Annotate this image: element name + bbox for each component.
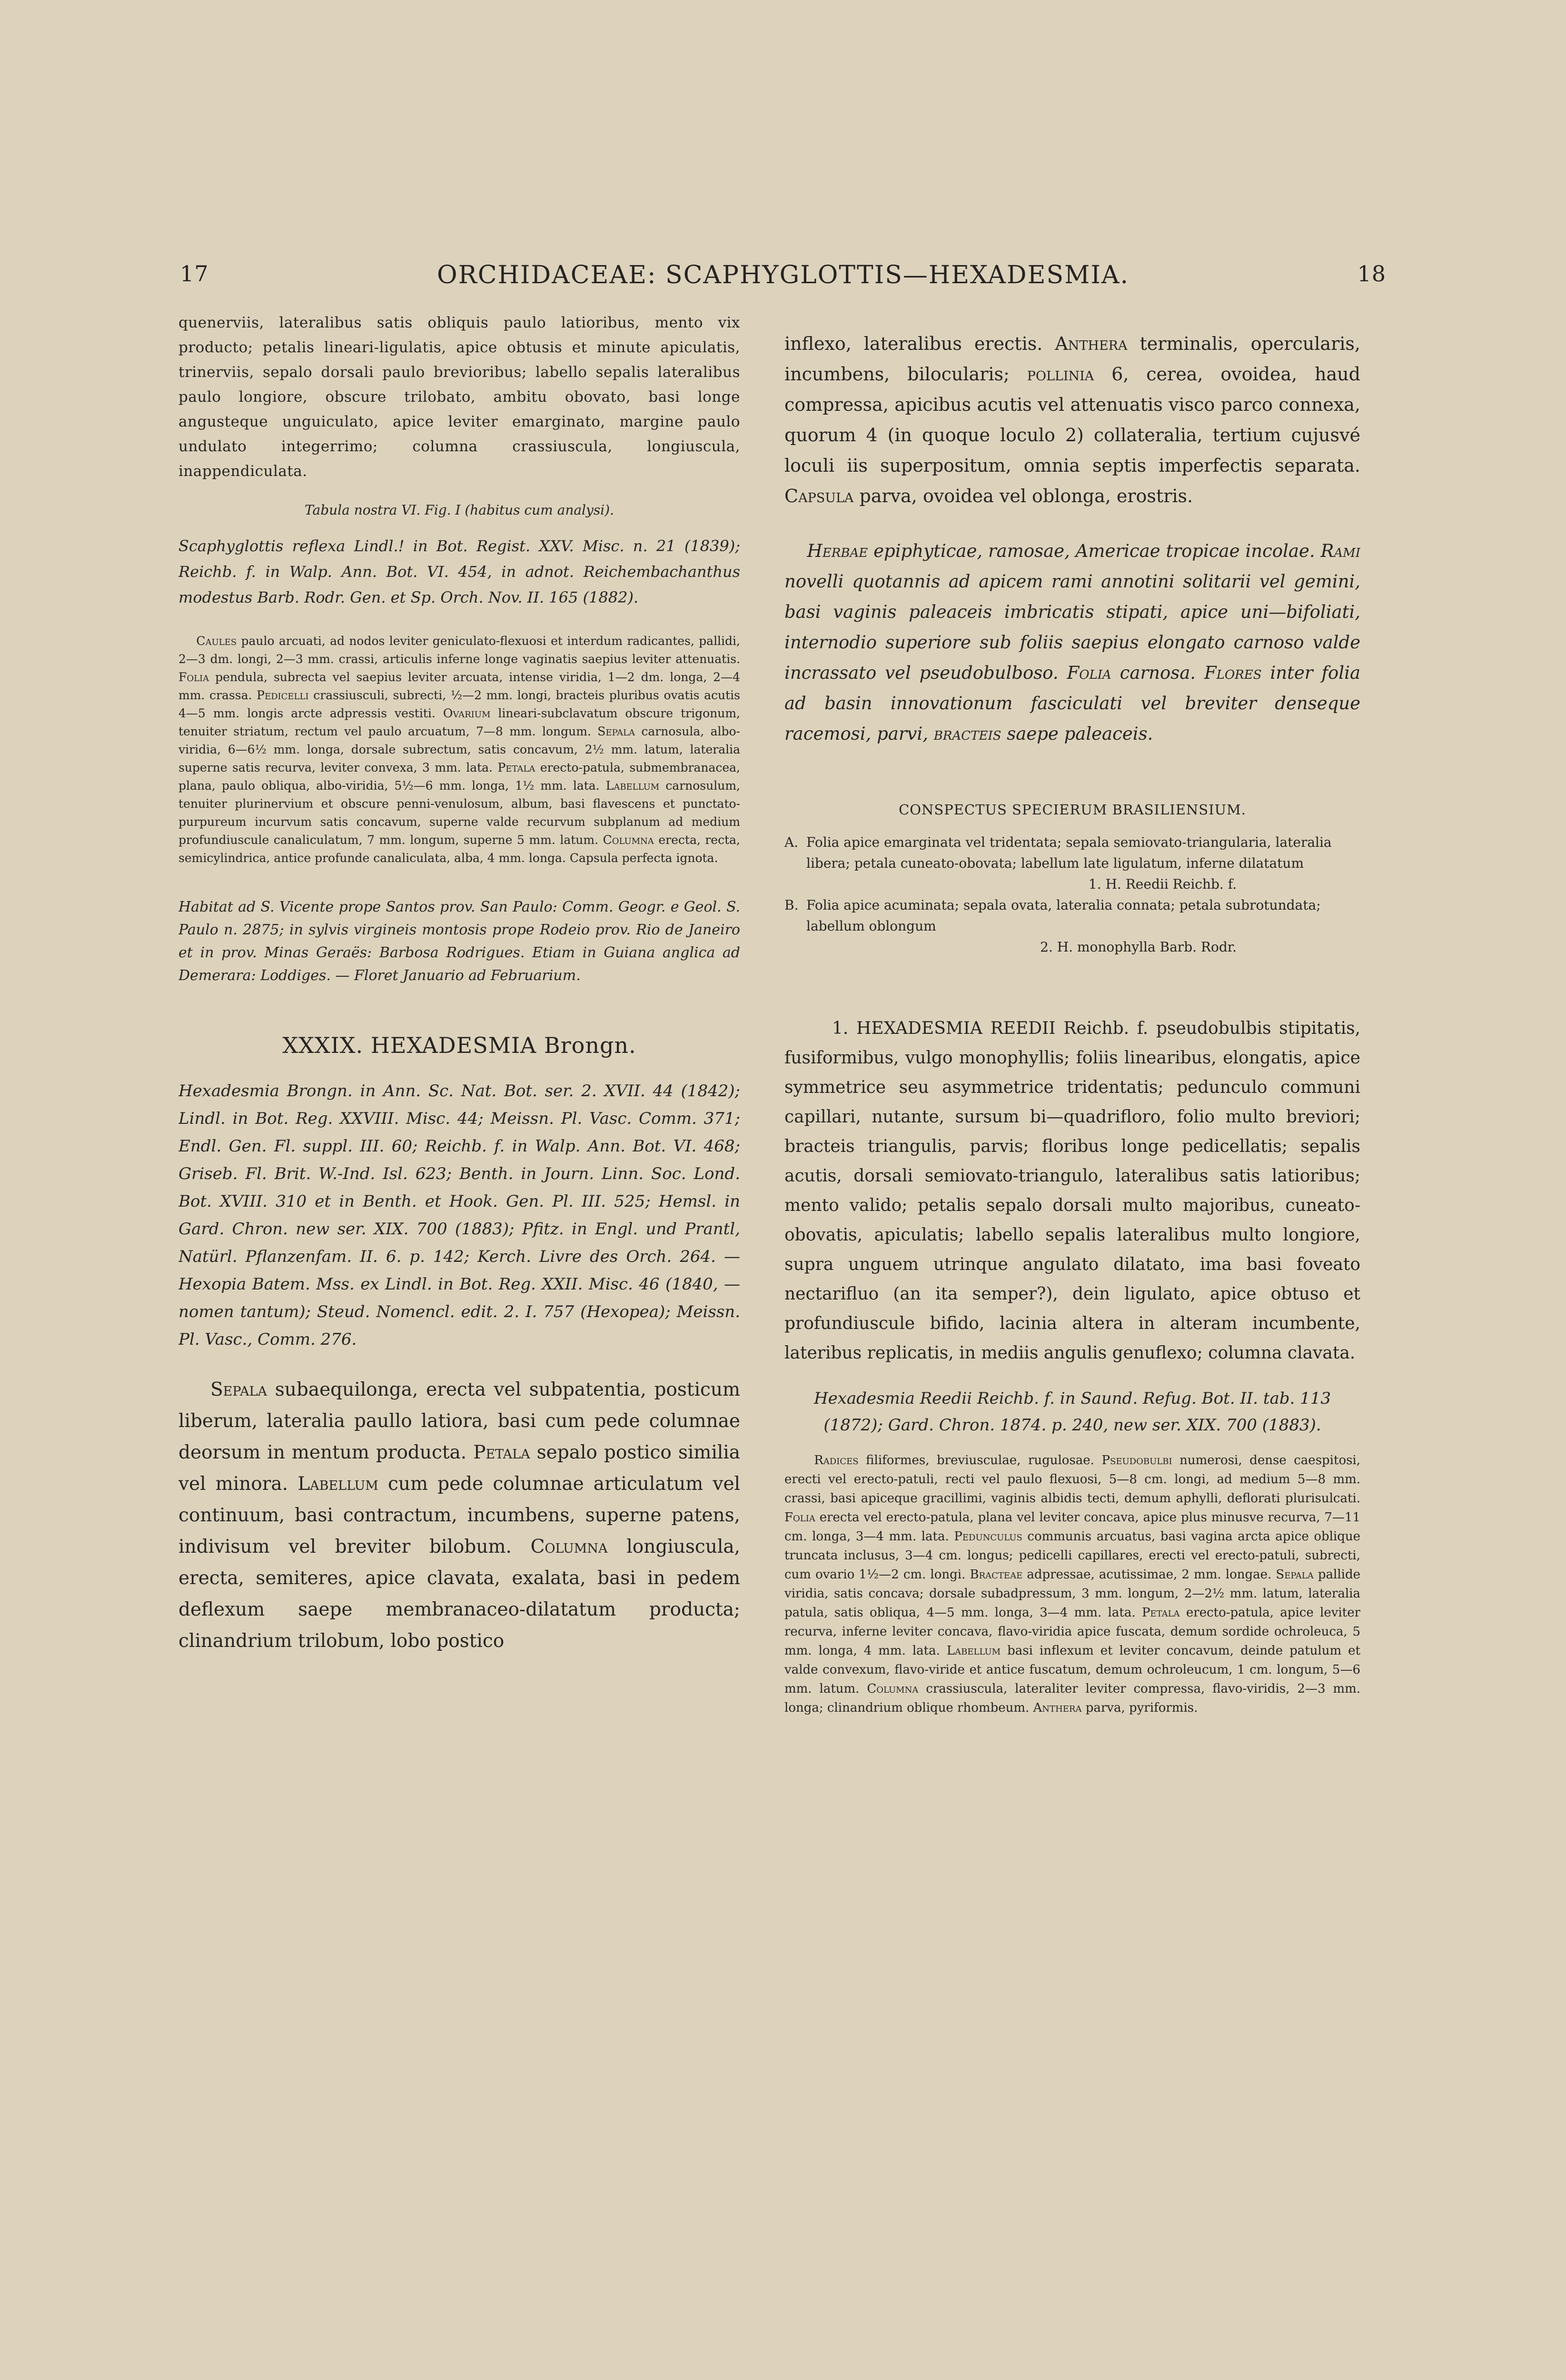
capsula-head: Capsula <box>784 486 854 506</box>
bracteae-text: adpressae, acutissimae, 2 mm. longae. <box>1027 1567 1272 1582</box>
species-diagnosis: pseudobulbis stipitatis, fusiformibus, vulgo monophyllis; foliis linearibus, elongatis, apice symmetrice seu asymmetrice tridentatis; pedunculo communi capillari, nutante, sursum bi—quadrifloro, folio multo breviori; bracteis triangulis, parvis; floribus longe pedicellatis; sepalis acutis, dorsali semiovato-triangulo, lateralibus satis latioribus; mento valido; petalis sepalo dorsali multo majoribus, cuneato-obovatis, apiculatis; labello sepalis lateralibus multo longiore, supra unguem utrinque angulato dilatato, ima basi foveato nectarifluo (an ita semper?), dein ligulato, apice obtuso et profundiuscule bifido, lacinia altera in alteram incumbente, lateribus replicatis, in mediis angulis genuflexo; columna clavata. <box>784 1019 1360 1363</box>
conspectus-key <box>784 832 1360 958</box>
key-text-b: Folia apice acuminata; sepala ovata, lateralia connata; petala subrotundata; labellum oblongum <box>806 897 1321 934</box>
folia-text: pendula, subrecta vel saepius leviter arcuata, intense viridia, 1—2 dm. longa, 2—4 mm. crassa. <box>178 670 740 702</box>
pedicelli-text: crassiusculi, subrecti, ½—2 mm. longi, bracteis pluribus ovatis acutis 4—5 mm. longis arcte adpressis vestiti. <box>178 688 740 720</box>
genus-heading: XXXIX. HEXADESMIA Brongn. <box>282 1032 636 1058</box>
genus-petala-text: sepalo postico similia vel minora. <box>178 1442 740 1495</box>
folia-head: Folia <box>178 670 209 684</box>
sepala-text: carnosula, albo-viridia, 6—6½ mm. longa, dorsale subrectum, satis concavum, 2½ mm. latum, lateralia superne satis recurva, leviter convexa, 3 mm. lata. <box>178 724 740 774</box>
genus-labellum-text: cum pede columnae articulatum vel continuum, basi contractum, incumbens, superne patens, indivisum vel breviter bilobum. <box>178 1473 740 1557</box>
bracteae-head: Bracteae <box>970 1567 1023 1582</box>
sepala2-text: pallide viridia, satis concava; dorsale subadpressum, 3 mm. longum, 2—2½ mm. latum, lateralia patula, satis obliqua, 4—5 mm. longa, 3—4 mm. lata. <box>784 1567 1360 1620</box>
folia2-text: erecta vel erecto-patula, plana vel leviter concava, apice plus minusve recurva, 7—11 cm. longa, 3—4 mm. lata. <box>784 1510 1360 1544</box>
running-header-title: ORCHIDACEAE: SCAPHYGLOTTIS—HEXADESMIA. <box>437 261 1129 289</box>
flores-head: Flores <box>1204 663 1262 683</box>
hexadesmia-citation: Hexadesmia Reedii Reichb. f. in Saund. Refug. Bot. II. tab. 113 (1872); Gard. Chron. 1874. p. 240, new ser. XIX. 700 (1883). <box>813 1389 1331 1435</box>
columna2-text: crassiuscula, lateraliter leviter compressa, flavo-viridis, 2—3 mm. longa; clinandrium oblique rhombeum. <box>784 1682 1360 1715</box>
genus-habit <box>784 536 1360 749</box>
pedunculus-head: Pedunculus <box>954 1529 1022 1544</box>
left-column <box>178 310 740 1948</box>
genus-petala-head: Petala <box>473 1442 530 1463</box>
bracteis-head: bracteis <box>933 724 1001 744</box>
columna-text: erecta, recta, semicylindrica, antice profunde canaliculata, alba, 4 mm. longa. Capsula perfecta ignota. <box>178 833 740 865</box>
herbae-head: Herbae <box>807 541 868 561</box>
genus-labellum-head: Labellum <box>297 1473 378 1495</box>
sepala2-head: Sepala <box>1276 1567 1314 1582</box>
folia2-head: Folia <box>784 1510 815 1525</box>
conspectus-title: CONSPECTUS SPECIERUM BRASILIENSIUM. <box>899 802 1246 818</box>
petala2-text: erecto-patula, apice leviter recurva, inferne leviter concava, flavo-viridia apice fuscata, demum sordide ochroleuca, 5 mm. longa, 4 mm. lata. <box>784 1606 1360 1658</box>
continuation-text: inflexo, lateralibus erectis. <box>784 333 1043 354</box>
key-ref-a: 1. H. Reedii Reichb. f. <box>1088 876 1237 892</box>
labellum-text: carnosulum, tenuiter plurinervium et obscure penni-venulosum, album, basi flavescens et punctato-purpureum incurvum satis concavum, superne valde recurvum subplanum ad medium profundiuscule canaliculatum, 7 mm. longum, superne 5 mm. latum. <box>178 779 740 847</box>
hexadesmia-detailed-description <box>784 1451 1360 1717</box>
genus-sepala-head: Sepala <box>210 1379 267 1400</box>
left-page-number: 17 <box>180 261 209 287</box>
habitat-paragraph: Habitat ad S. Vicente prope Santos prov. San Paulo: Comm. Geogr. e Geol. S. Paulo n. 2875; in sylvis virgineis montosis prope Rodeio prov. Rio de Janeiro et in prov. Minas Geraës: Barbosa Rodrigues. Etiam in Guiana anglica ad Demerara: Loddiges. — Floret Januario ad Februarium. <box>178 899 740 984</box>
caules-text: paulo arcuati, ad nodos leviter geniculato-flexuosi et interdum radicantes, pallidi, 2—3 dm. longi, 2—3 mm. crassi, articulis inferne longe vaginatis saepius leviter attenuatis. <box>178 634 740 666</box>
genus-description-continued <box>784 328 1360 511</box>
key-label-a: A. <box>784 834 799 850</box>
flores-text: inter folia ad basin innovationum fasciculati vel breviter denseque racemosi, parvi, <box>784 663 1360 744</box>
genus-columna-head: Columna <box>530 1536 608 1557</box>
key-label-b: B. <box>784 897 799 913</box>
species-citation: Scaphyglottis reflexa Lindl.! in Bot. Regist. XXV. Misc. n. 21 (1839); Reichb. f. in Walp. Ann. Bot. VI. 454, in adnot. Reichembachanthus modestus Barb. Rodr. Gen. et Sp. Orch. Nov. II. 165 (1882). <box>178 537 740 606</box>
folia-genus-head: Folia <box>1067 663 1111 683</box>
species-entry <box>784 1014 1360 1368</box>
right-column <box>784 310 1360 1948</box>
labellum-head: Labellum <box>605 779 660 793</box>
anthera-head: Anthera <box>1055 333 1128 354</box>
right-page-number: 18 <box>1357 261 1386 287</box>
species-detailed-description <box>178 632 740 867</box>
species-description: quenerviis, lateralibus satis obliquis paulo latioribus, mento vix producto; petalis lineari-ligulatis, apice obtusis et minute apiculatis, trinerviis, sepalo dorsali paulo brevioribus; labello sepalis lateralibus paulo longiore, obscure trilobato, ambitu obovato, basi longe angusteque unguiculato, apice leviter emarginato, margine paulo undulato integerrimo; columna crassiuscula, longiuscula, inappendiculata. <box>178 314 740 480</box>
plate-reference: Tabula nostra VI. Fig. I (habitus cum analysi). <box>305 502 614 518</box>
columna2-head: Columna <box>867 1682 919 1696</box>
pollinia-head: pollinia <box>1027 364 1094 385</box>
bracteis-text: saepe paleaceis. <box>1007 724 1153 744</box>
radices-head: Radices <box>814 1453 859 1468</box>
ovarium-head: Ovarium <box>443 706 491 720</box>
rami-head: Rami <box>1320 541 1360 561</box>
pseudobulbi-head: Pseudobulbi <box>1101 1453 1172 1468</box>
radices-text: filiformes, breviusculae, rugulosae. <box>866 1453 1094 1468</box>
capsula-text: parva, ovoidea vel oblonga, erostris. <box>859 486 1193 506</box>
species-name: 1. HEXADESMIA REEDII Reichb. f. <box>832 1019 1149 1038</box>
key-entry-a <box>784 832 1360 874</box>
ovarium-text: lineari-subclavatum obscure trigonum, tenuiter striatum, rectum vel paulo arcuatum, 7—8 mm. longum. <box>178 706 740 738</box>
anthera2-text: parva, pyriformis. <box>1085 1701 1198 1715</box>
key-entry-b <box>784 895 1360 937</box>
sepala-head: Sepala <box>597 724 635 738</box>
labellum2-text: basi inflexum et leviter concavum, deinde patulum et valde convexum, flavo-viride et antice fuscatum, demum ochroleucum, 1 cm. longum, 5—6 mm. latum. <box>784 1644 1360 1696</box>
pedicelli-head: Pedicelli <box>257 688 309 702</box>
genus-synonymy: Hexadesmia Brongn. in Ann. Sc. Nat. Bot. ser. 2. XVII. 44 (1842); Lindl. in Bot. Reg. XXVIII. Misc. 44; Meissn. Pl. Vasc. Comm. 371; Endl. Gen. Fl. suppl. III. 60; Reichb. f. in Walp. Ann. Bot. VI. 468; Griseb. Fl. Brit. W.-Ind. Isl. 623; Benth. in Journ. Linn. Soc. Lond. Bot. XVIII. 310 et in Benth. et Hook. Gen. Pl. III. 525; Hemsl. in Gard. Chron. new ser. XIX. 700 (1883); Pfitz. in Engl. und Prantl, Natürl. Pflanzenfam. II. 6. p. 142; Kerch. Livre des Orch. 264. — Hexopia Batem. Mss. ex Lindl. in Bot. Reg. XXII. Misc. 46 (1840, — nomen tantum); Steud. Nomencl. edit. 2. I. 757 (Hexopea); Meissn. Pl. Vasc., Comm. 276. <box>178 1081 740 1349</box>
labellum2-head: Labellum <box>946 1644 1001 1658</box>
genus-sepala-text: subaequilonga, erecta vel subpatentia, posticum liberum, lateralia paullo latiora, basi cum pede columnae deorsum in mentum producta. <box>178 1379 740 1463</box>
petala-head: Petala <box>497 761 535 774</box>
herbae-text: epiphyticae, ramosae, Americae tropicae incolae. <box>873 541 1315 561</box>
caules-head: Caules <box>196 634 237 648</box>
pseudobulbi-text: numerosi, dense caespitosi, erecti vel erecto-patuli, recti vel paulo flexuosi, 5—8 cm. longi, ad medium 5—8 mm. crassi, basi apiceque gracillimi, vaginis albidis tecti, demum aphylli, deflorati plurisulcati. <box>784 1453 1360 1506</box>
rami-text: novelli quotannis ad apicem rami annotini solitarii vel gemini, basi vaginis paleaceis imbricatis stipati, apice uni—bifoliati, internodio superiore sub foliis saepius elongato carnoso valde incrassato vel pseudobulboso. <box>784 571 1360 683</box>
key-ref-b: 2. H. monophylla Barb. Rodr. <box>1040 939 1237 955</box>
genus-description <box>178 1374 740 1657</box>
folia-genus-text: carnosa. <box>1120 663 1196 683</box>
pollinia-text: 6, cerea, ovoidea, haud compressa, apicibus acutis vel attenuatis visco parco connexa, quorum 4 (in quoque loculo 2) collateralia, tertium cujusvé loculi iis superpositum, omnia septis imperfectis separata. <box>784 364 1360 476</box>
petala2-head: Petala <box>1141 1606 1180 1620</box>
columna-head: Columna <box>603 833 654 847</box>
genus-columna-text: longiuscula, erecta, semiteres, apice clavata, exalata, basi in pedem deflexum saepe membranaceo-dilatatum producta; clinandrium trilobum, lobo postico <box>178 1536 740 1652</box>
anthera-text: terminalis, opercularis, incumbens, bilocularis; <box>784 333 1360 385</box>
key-text-a: Folia apice emarginata vel tridentata; sepala semiovato-triangularia, lateralia libera; petala cuneato-obovata; labellum late ligulatum, inferne dilatatum <box>806 834 1332 871</box>
petala-text: erecto-patula, submembranacea, plana, paulo obliqua, albo-viridia, 5½—6 mm. longa, 1½ mm. lata. <box>178 761 740 793</box>
pedunculus-text: communis arcuatus, basi vagina arcta apice oblique truncata inclusus, 3—4 cm. longus; pedicelli capillares, erecti vel erecto-patuli, subrecti, cum ovario 1½—2 cm. longi. <box>784 1529 1360 1582</box>
anthera2-head: Anthera <box>1033 1701 1082 1715</box>
